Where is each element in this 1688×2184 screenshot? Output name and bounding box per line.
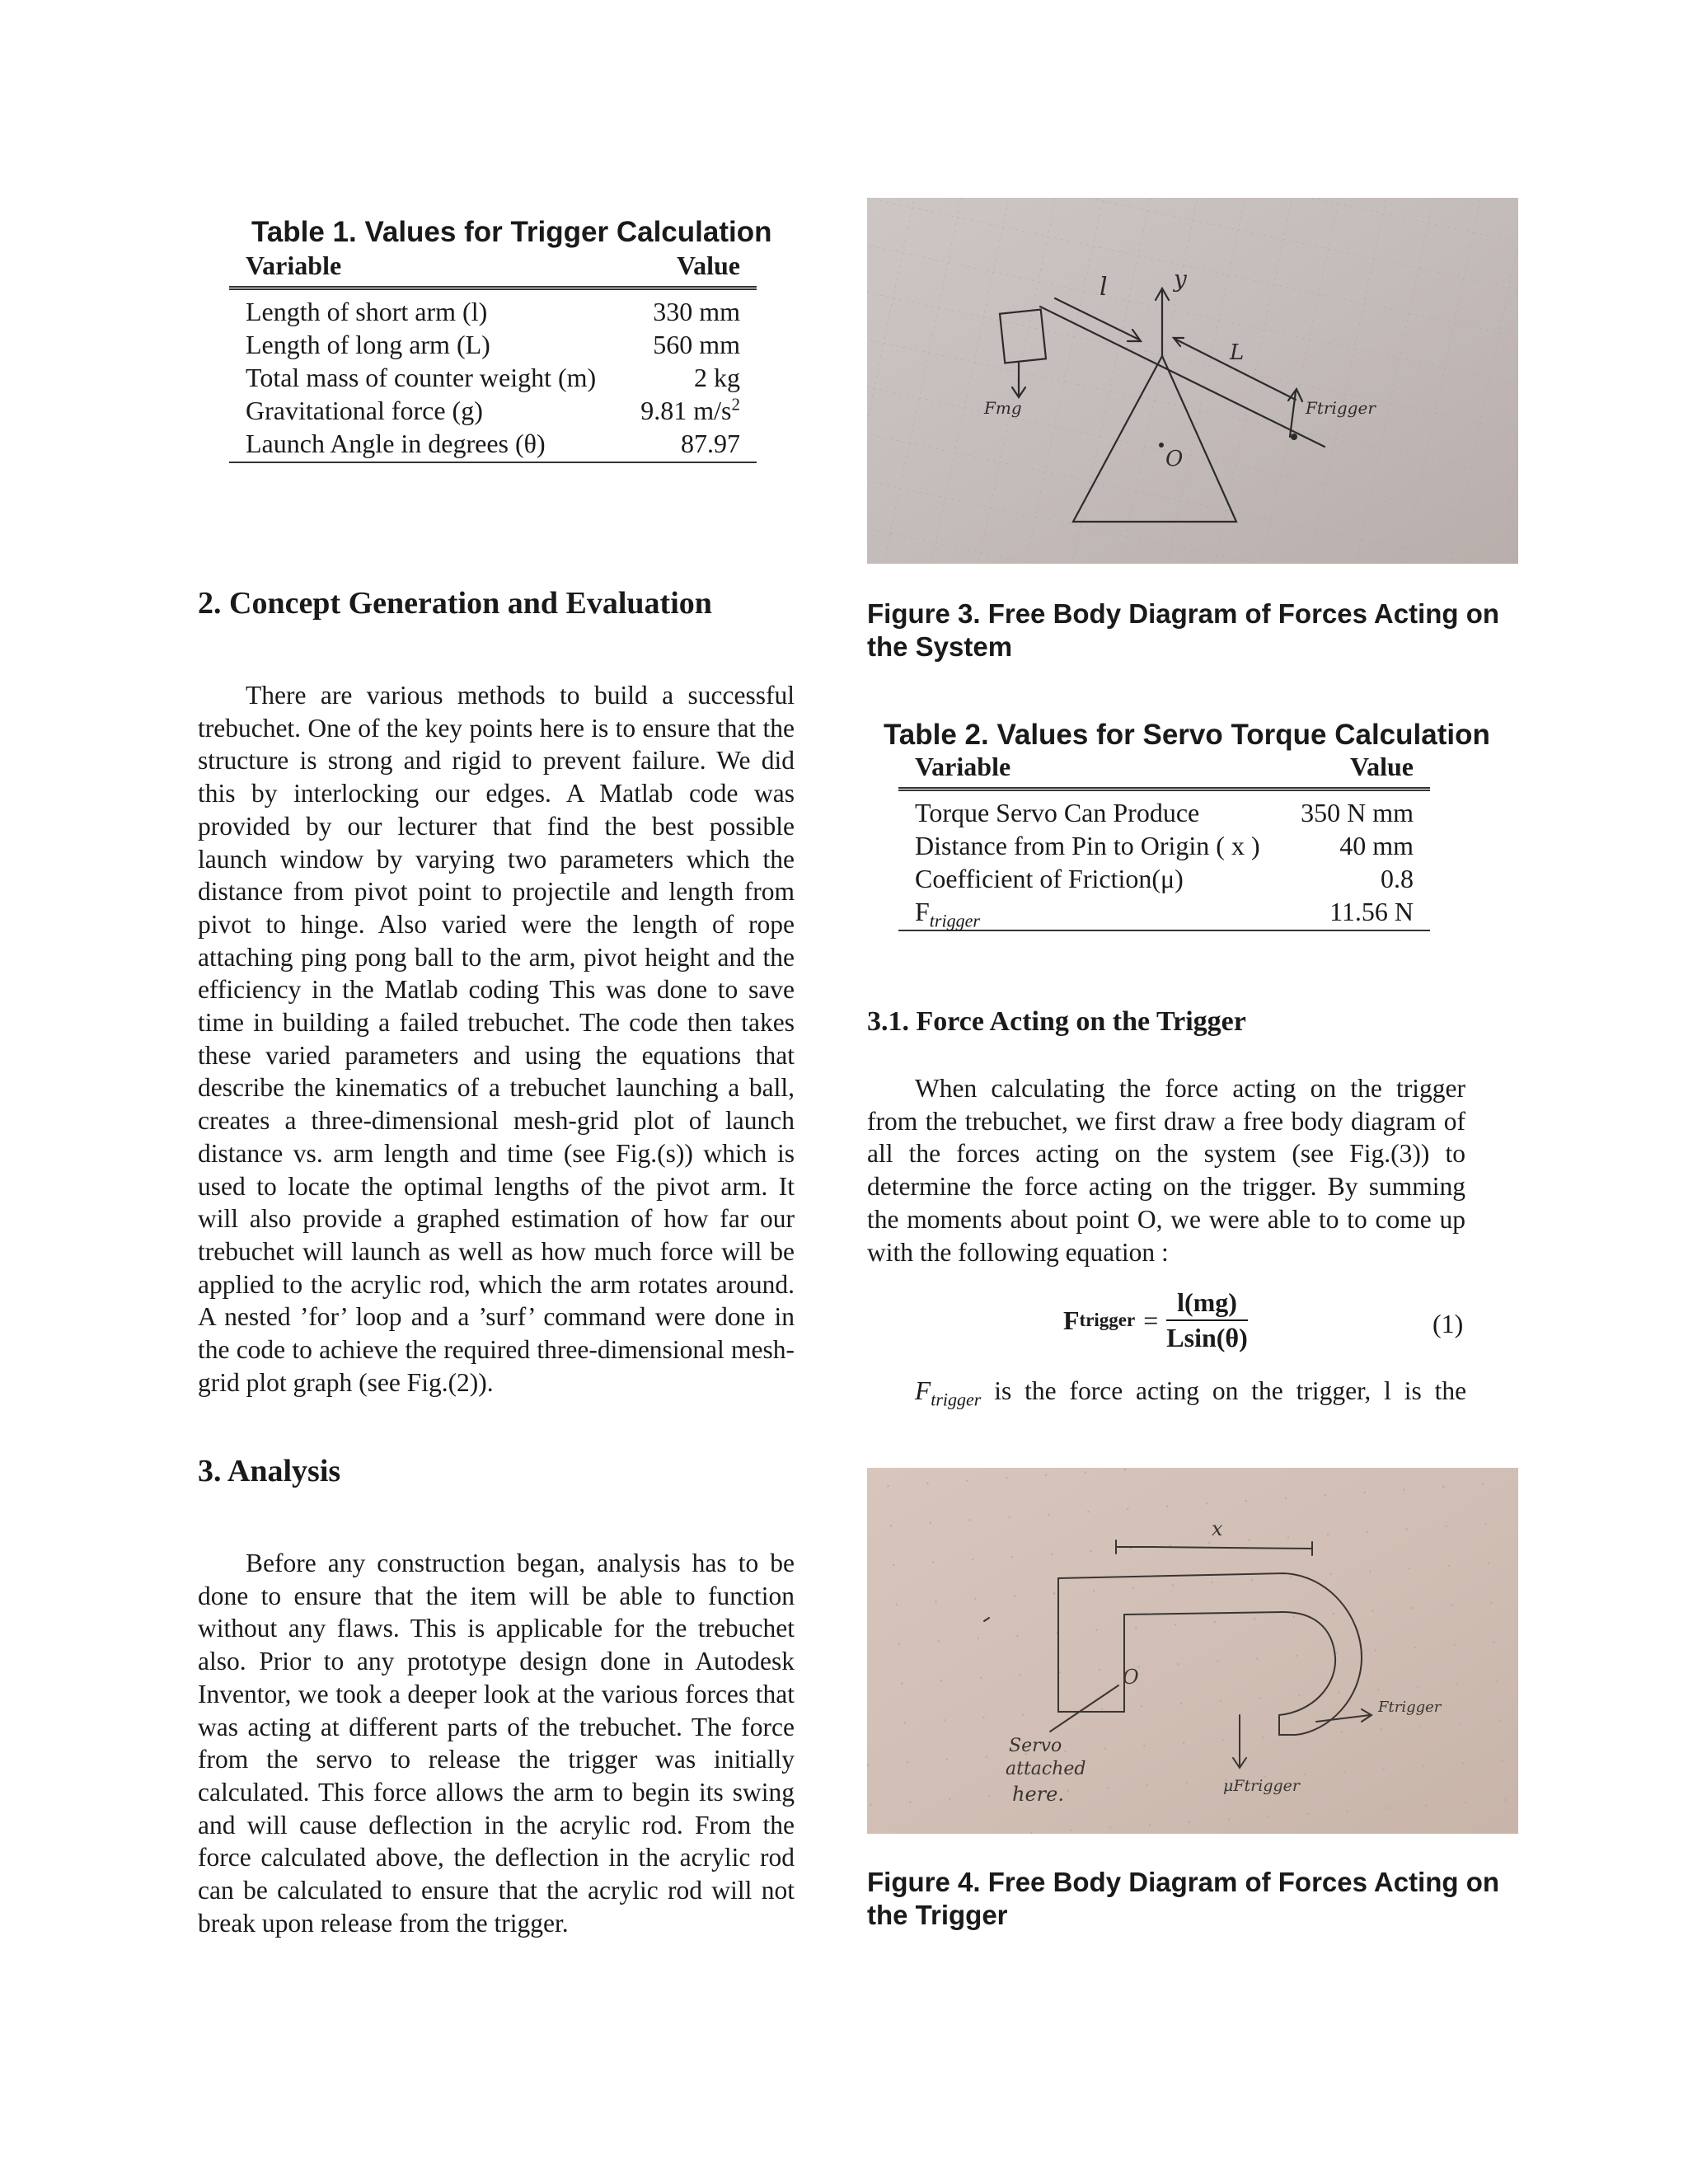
table-row [229,394,757,427]
figure3-label-ftrigger: Ftrigger [1306,398,1376,418]
table-row [898,895,1430,930]
equation-1: F trigger = $\frac{l(mg)}{Lsin(\theta)}$ [1063,1287,1248,1352]
table2-cell: 40 mm [1339,831,1414,860]
table2-cell: 0.8 [1381,864,1414,893]
table2-cell-ftrigger [898,895,1282,930]
table2-header-variable: Variable [915,752,1011,781]
table1-header-variable: Variable [246,251,342,280]
figure3-photo [867,198,1518,564]
table2-cell: Torque Servo Can Produce [915,798,1200,827]
section2-body [198,679,795,1399]
figure3-label-y: y [1174,265,1187,293]
table1-cell: Length of short arm (l) [246,297,488,326]
equation-lhs-symbol: F [1063,1305,1080,1335]
table1 [229,250,757,463]
equation-equals: = [1143,1305,1159,1335]
section31-text: When calculating the force acting on the trigger from the trebuchet, we first draw a free body diagram of all the forces acting on the system (see Fig.(3)) to determine the force acting on the trigger. By summing the moments about point O, we were able to to come up with the following equation : [867,1074,1465,1267]
table-row [229,427,757,462]
table1-cell: 2 kg [694,363,740,392]
section31-paragraph [867,1072,1465,1268]
table1-cell: 560 mm [653,330,740,359]
section2-paragraph [198,679,795,1399]
section31-body [867,1072,1465,1268]
table2-cell: Coefficient of Friction(μ) [915,864,1184,893]
section31-heading: 3.1. Force Acting on the Trigger [867,1006,1246,1037]
figure4-label-servo-2: attached [1006,1759,1086,1779]
after-equation-symbol: F [915,1376,931,1405]
table1-header-row [229,250,757,288]
section2-heading: 2. Concept Generation and Evaluation [198,586,712,621]
figure4-label-muf: μFtrigger [1223,1777,1300,1795]
table2-caption: Table 2. Values for Servo Torque Calculation [884,719,1490,751]
figure4-label-x: x [1212,1517,1223,1540]
section3-paragraph [198,1547,795,1939]
figure4-label-ftrigger: Ftrigger [1378,1699,1442,1716]
after-equation-text: is the force acting on the trigger, l is the [981,1376,1467,1405]
section3-text: Before any construction began, analysis has to be done to ensure that the item will be able to function without any flaws. This is applicable for the trebuchet also. Prior to any prototype design done in Autodesk Inventor, we took a deeper look at the various forces that was acting at different parts of the trebuchet. The force from the servo to release the trigger was initially calculated. This force allows the arm to begin its swing and will cause deflection in the acrylic rod. From the force calculated above, the deflection in the acrylic rod can be calculated to ensure that the acrylic rod will not break upon release from the trigger. [198,1549,795,1938]
table-row [229,288,757,329]
figure4-label-servo-1: Servo [1009,1736,1062,1756]
figure3-label-o: O [1165,447,1184,471]
equation-number: (1) [1432,1309,1464,1338]
table1-g-exponent: 2 [731,394,740,415]
table1-cell: Length of long arm (L) [246,330,490,359]
table1-cell: 330 mm [653,297,740,326]
section3-body [198,1547,795,1939]
table1-cell-g-value [621,394,757,427]
table-row [229,361,757,394]
table-row [229,328,757,361]
table2 [898,751,1430,931]
figure3-label-L: L [1230,340,1245,365]
figure4-label-o: O [1123,1666,1139,1689]
figure4-label-servo-3: here. [1012,1783,1064,1806]
figure4-caption: Figure 4. Free Body Diagram of Forces Acting on the Trigger [867,1867,1500,1930]
table1-header-value: Value [676,251,740,280]
equation-denominator: Lsin(θ) [1166,1323,1248,1352]
table2-cell: 350 N mm [1301,798,1414,827]
figure3-sketch [867,198,1518,564]
table1-caption: Table 1. Values for Trigger Calculation [251,216,772,248]
table-row [898,829,1430,862]
table2-header-value: Value [1349,752,1414,781]
figure3-label-l: l [1100,273,1108,302]
equation-fraction [1166,1287,1248,1353]
table-row [898,862,1430,895]
figure4-sketch [867,1468,1518,1834]
after-equation-subscript: trigger [931,1389,982,1410]
table1-cell: 87.97 [681,429,740,458]
table2-cell: 11.56 N [1329,897,1414,926]
table2-f-symbol: F [915,897,930,926]
table1-cell: Launch Angle in degrees (θ) [246,429,546,458]
table1-g-value: 9.81 m/s [640,396,732,425]
table2-header-row [898,751,1430,790]
figure3-caption: Figure 3. Free Body Diagram of Forces Acting on the System [867,598,1500,662]
section2-text: There are various methods to build a successful trebuchet. One of the key points here is to ensure that the structure is strong and rigid to prevent failure. We did this by interlocking our edges. A Matlab code was provided by our lecturer that find the best possible launch window by varying two parameters which the distance from pivot point to projectile and length from pivot to hinge. Also varied were the length of rope attaching ping pong ball to the arm, pivot height and the efficiency in the Matlab coding This was done to save time in building a failed trebuchet. The code then takes these varied parameters and using the equations that describe the kinematics of a trebuchet launching a ball, creates a three-dimensional mesh-grid plot of launch distance vs. arm length and time (see Fig.(s)) which is used to locate the optimal lengths of the pivot arm. It will also provide a graphed estimation of how far our trebuchet will launch as well as how much force will be applied to the acrylic rod, which the arm rotates around. A nested ’for’ loop and a ’surf’ command were done in the code to achieve the required three-dimensional mesh-grid plot graph (see Fig.(2)). [198,681,795,1397]
table1-cell: Gravitational force (g) [246,396,483,425]
table2-f-subscript: trigger [929,910,980,931]
table2-cell: Distance from Pin to Origin ( x ) [915,831,1260,860]
table1-cell: Total mass of counter weight (m) [246,363,597,392]
figure4-photo [867,1468,1518,1834]
after-equation-line [867,1375,1465,1408]
equation-numerator: l(mg) [1166,1287,1248,1321]
section3-heading: 3. Analysis [198,1454,341,1488]
table-row [898,790,1430,830]
figure3-label-fmg: Fmg [984,398,1022,418]
